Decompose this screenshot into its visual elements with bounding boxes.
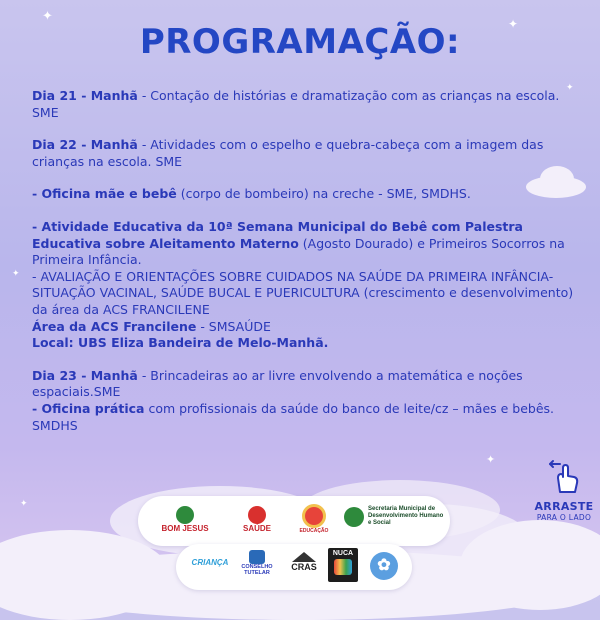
star-icon: ✦ (42, 9, 53, 24)
oficina-label: - Oficina mãe e bebê (32, 186, 177, 202)
bomjesus-logo: BOM JESUS (150, 506, 220, 533)
star-icon: ✦ (20, 499, 28, 509)
program-item-atividade (32, 219, 574, 269)
day21-text: - Contação de histórias e dramatização com as crianças na escola. SME (32, 88, 560, 120)
swipe-label: ARRASTE (534, 500, 594, 513)
logo-bar-top (138, 496, 450, 546)
nuca-logo: NUCA (328, 548, 358, 582)
program-item-avaliacao: - AVALIAÇÃO E ORIENTAÇÕES SOBRE CUIDADOS NA SAÚDE DA PRIMEIRA INFÂNCIA- SITUAÇÃO VACINAL, SAÚDE BUCAL E PUERICULTURA (crescimento e desenvolvimento) da área da ACS FRANCILENE (32, 268, 574, 317)
oficina-text: (corpo de bombeiro) na creche - (176, 186, 387, 202)
secretaria-logo: Secretaria Municipal de Desenvolvimento Humano e Social (344, 506, 444, 527)
program-item-day22 (32, 137, 574, 170)
program-item-day23 (32, 368, 574, 401)
page-title: PROGRAMAÇÃO: (139, 22, 461, 62)
day22-text: - Atividades com o espelho e quebra-cabeça com a imagem das crianças na escola. SME (32, 137, 544, 169)
flower-logo: ✿ (370, 552, 398, 580)
day23-text: - Brincadeiras ao ar livre envolvendo a matemática e noções espaciais.SME (32, 367, 523, 400)
star-icon: ✦ (486, 453, 496, 466)
atividade-text: (Agosto Dourado) e Primeiros Socorros na Primeira Infância. (32, 235, 565, 268)
logo-bar-bottom (176, 544, 412, 590)
program-item-day21 (32, 88, 574, 121)
educacao-logo: EDUCAÇÃO (294, 504, 334, 534)
conselho-tutelar-logo: CONSELHO TUTELAR (234, 550, 280, 576)
hand-swipe-icon (544, 458, 584, 494)
area-text: - SMSAÚDE (196, 318, 271, 334)
program-list (32, 88, 574, 434)
star-icon: ✦ (566, 83, 574, 93)
oficina-pratica-label: - Oficina prática (32, 400, 145, 416)
local-text: UBS Eliza Bandeira de Melo-Manhã. (73, 335, 329, 351)
atividade-label: - Atividade Educativa da 10ª Semana Municipal do Bebê com Palestra Educativa sobre Aleitamento Materno (32, 218, 523, 251)
star-icon: ✦ (508, 17, 519, 31)
saude-logo: SAÚDE (226, 506, 288, 533)
area-label: Área da ACS Francilene (32, 318, 197, 334)
swipe-hint[interactable] (532, 458, 596, 522)
crianca-logo: CRIANÇA (191, 558, 229, 567)
program-item-local (32, 335, 574, 352)
cras-logo: CRAS (286, 552, 322, 572)
swipe-sublabel: PARA O LADO (536, 513, 592, 522)
day22-label: Dia 22 - Manhã (32, 137, 138, 153)
program-item-oficina-pratica (32, 401, 574, 434)
day23-label: Dia 23 - Manhã (32, 367, 138, 383)
local-label: Local: (32, 335, 74, 351)
oficina-org: SME, SMDHS. (386, 186, 471, 202)
star-icon: ✦ (12, 269, 20, 279)
program-item-area (32, 319, 574, 336)
day21-label: Dia 21 - Manhã (32, 88, 138, 103)
oficina-pratica-text: com profissionais da saúde do banco de leite/cz – mães e bebês. SMDHS (32, 400, 555, 433)
program-item-oficina (32, 186, 574, 203)
